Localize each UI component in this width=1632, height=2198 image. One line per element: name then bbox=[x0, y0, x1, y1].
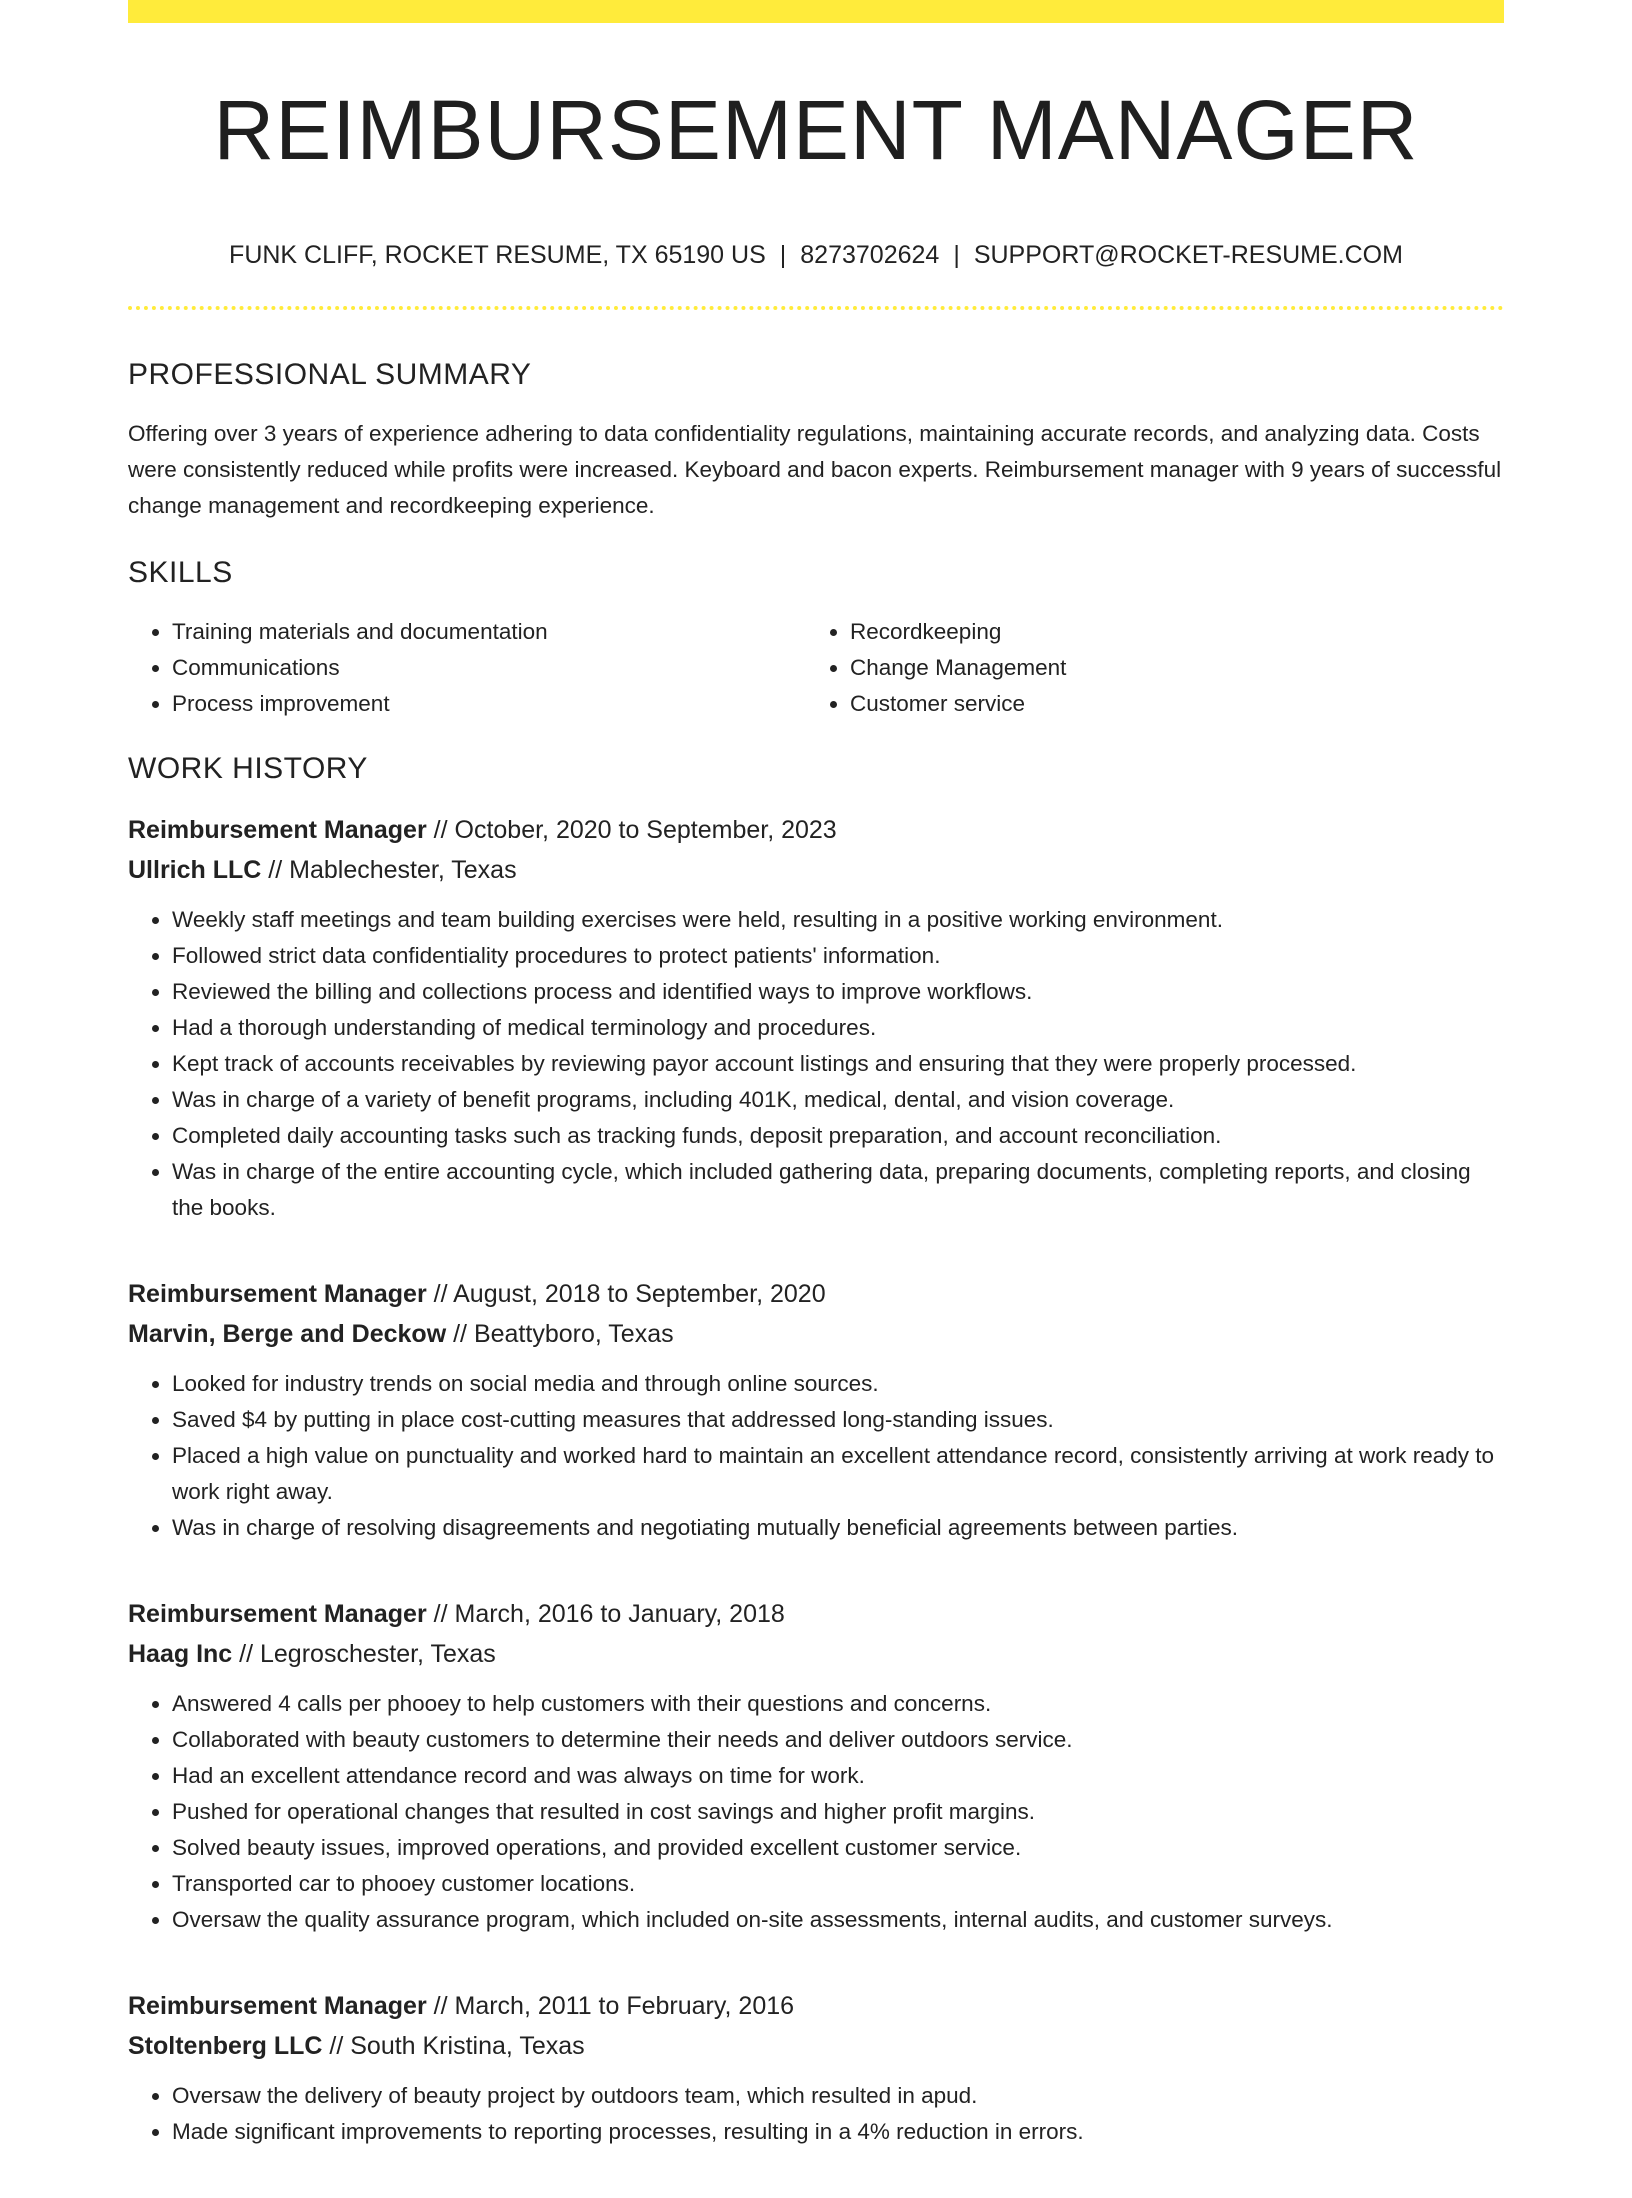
job-company: Ullrich LLC bbox=[128, 856, 262, 884]
summary-text: Offering over 3 years of experience adhering to data confidentiality regulations, maintaining accurate records, and analyzing data. Costs were consistently reduced while profits were increased. Keyboard and bacon experts. Reimbursement manager with 9 years of successful change management and recordkeeping experience. bbox=[128, 421, 1502, 518]
job-bullets bbox=[128, 1686, 1504, 1938]
job-bullet: • Followed strict data confidentiality procedures to protect patients' information. bbox=[172, 938, 1504, 974]
skills-heading: SKILLS bbox=[128, 556, 233, 589]
resume-content bbox=[128, 356, 1504, 2198]
job-bullet: • Oversaw the delivery of beauty project by outdoors team, which resulted in apud. bbox=[172, 2078, 1504, 2114]
job-separator: // bbox=[426, 1992, 455, 2020]
contact-separator: | bbox=[953, 241, 960, 269]
job-bullet: • Was in charge of the entire accounting cycle, which included gathering data, preparing documents, completing reports, and closing the books. bbox=[172, 1154, 1504, 1226]
job-dates: March, 2011 to February, 2016 bbox=[454, 1992, 795, 2020]
skills-list bbox=[128, 614, 1504, 722]
candidate-name: REIMBURSEMENT MANAGER bbox=[213, 83, 1419, 177]
job-bullet: • Kept track of accounts receivables by reviewing payor account listings and ensuring that they were properly processed. bbox=[172, 1046, 1504, 1082]
job-separator: // bbox=[232, 1640, 260, 1668]
skills-column-right bbox=[806, 614, 1484, 722]
job-title-line bbox=[128, 1986, 1504, 2026]
skill-item: • Training materials and documentation bbox=[172, 614, 806, 650]
job-bullet: • Oversaw the quality assurance program, which included on-site assessments, internal audits, and customer surveys. bbox=[172, 1902, 1504, 1938]
job-bullet: • Pushed for operational changes that resulted in cost savings and higher profit margins. bbox=[172, 1794, 1504, 1830]
work-history-heading: WORK HISTORY bbox=[128, 752, 368, 785]
job-bullet: • Weekly staff meetings and team building exercises were held, resulting in a positive working environment. bbox=[172, 902, 1504, 938]
job-bullet: • Completed daily accounting tasks such as tracking funds, deposit preparation, and account reconciliation. bbox=[172, 1118, 1504, 1154]
job-bullet: • Had an excellent attendance record and was always on time for work. bbox=[172, 1758, 1504, 1794]
job-bullet: • Reviewed the billing and collections process and identified ways to improve workflows. bbox=[172, 974, 1504, 1010]
job-role: Reimbursement Manager bbox=[128, 1280, 427, 1308]
top-accent-bar bbox=[128, 0, 1504, 23]
job-bullet: • Solved beauty issues, improved operations, and provided excellent customer service. bbox=[172, 1830, 1504, 1866]
job-company: Stoltenberg LLC bbox=[128, 2032, 323, 2060]
job-bullet: • Collaborated with beauty customers to determine their needs and deliver outdoors service. bbox=[172, 1722, 1504, 1758]
job-separator: // bbox=[261, 856, 290, 884]
contact-address: FUNK CLIFF, ROCKET RESUME, TX 65190 US bbox=[229, 241, 766, 269]
job-dates: August, 2018 to September, 2020 bbox=[453, 1280, 826, 1308]
contact-email: SUPPORT@ROCKET-RESUME.COM bbox=[973, 241, 1403, 269]
job-bullets bbox=[128, 2078, 1504, 2150]
job-location: Beattyboro, Texas bbox=[473, 1320, 674, 1348]
job-company-line bbox=[128, 1314, 1504, 1354]
job-company-line bbox=[128, 850, 1504, 890]
skill-item: • Communications bbox=[172, 650, 806, 686]
job-role: Reimbursement Manager bbox=[128, 1992, 427, 2020]
job-bullet: • Made significant improvements to reporting processes, resulting in a 4% reduction in errors. bbox=[172, 2114, 1504, 2150]
job-company: Marvin, Berge and Deckow bbox=[128, 1320, 447, 1348]
job-title-line bbox=[128, 810, 1504, 850]
job-bullet: • Looked for industry trends on social media and through online sources. bbox=[172, 1366, 1504, 1402]
skill-item: • Recordkeeping bbox=[850, 614, 1484, 650]
job-location: Mablechester, Texas bbox=[289, 856, 517, 884]
header-divider bbox=[128, 306, 1504, 310]
job-company: Haag Inc bbox=[128, 1640, 233, 1668]
job-role: Reimbursement Manager bbox=[128, 1600, 427, 1628]
job-location: South Kristina, Texas bbox=[350, 2032, 585, 2060]
skill-item: • Process improvement bbox=[172, 686, 806, 722]
skill-item: • Customer service bbox=[850, 686, 1484, 722]
job-entry bbox=[128, 1594, 1504, 1938]
contact-line bbox=[128, 238, 1504, 272]
job-separator: // bbox=[322, 2032, 351, 2060]
job-title-line bbox=[128, 1594, 1504, 1634]
job-separator: // bbox=[426, 816, 455, 844]
summary-heading: PROFESSIONAL SUMMARY bbox=[128, 358, 532, 391]
job-separator: // bbox=[426, 1280, 454, 1308]
job-dates: October, 2020 to September, 2023 bbox=[454, 816, 837, 844]
contact-phone: 8273702624 bbox=[800, 241, 940, 269]
job-title-line bbox=[128, 1274, 1504, 1314]
job-location: Legroschester, Texas bbox=[260, 1640, 496, 1668]
contact-separator: | bbox=[779, 241, 787, 269]
job-bullet: • Answered 4 calls per phooey to help customers with their questions and concerns. bbox=[172, 1686, 1504, 1722]
job-bullets bbox=[128, 1366, 1504, 1546]
job-entry bbox=[128, 1274, 1504, 1546]
job-bullet: • Transported car to phooey customer locations. bbox=[172, 1866, 1504, 1902]
job-company-line bbox=[128, 2026, 1504, 2066]
skills-column-left bbox=[128, 614, 806, 722]
skill-item: • Change Management bbox=[850, 650, 1484, 686]
job-company-line bbox=[128, 1634, 1504, 1674]
resume-page bbox=[128, 0, 1504, 2144]
job-bullets bbox=[128, 902, 1504, 1226]
job-entry bbox=[128, 810, 1504, 1226]
job-bullet: • Was in charge of a variety of benefit programs, including 401K, medical, dental, and vision coverage. bbox=[172, 1082, 1504, 1118]
job-entry bbox=[128, 1986, 1504, 2150]
job-separator: // bbox=[446, 1320, 474, 1348]
job-role: Reimbursement Manager bbox=[128, 816, 427, 844]
job-bullet: • Saved $4 by putting in place cost-cutting measures that addressed long-standing issues. bbox=[172, 1402, 1504, 1438]
job-dates: March, 2016 to January, 2018 bbox=[454, 1600, 785, 1628]
job-bullet: • Was in charge of resolving disagreements and negotiating mutually beneficial agreements between parties. bbox=[172, 1510, 1504, 1546]
job-bullet: • Placed a high value on punctuality and worked hard to maintain an excellent attendance record, consistently arriving at work ready to work right away. bbox=[172, 1438, 1504, 1510]
job-separator: // bbox=[426, 1600, 455, 1628]
job-bullet: • Had a thorough understanding of medical terminology and procedures. bbox=[172, 1010, 1504, 1046]
